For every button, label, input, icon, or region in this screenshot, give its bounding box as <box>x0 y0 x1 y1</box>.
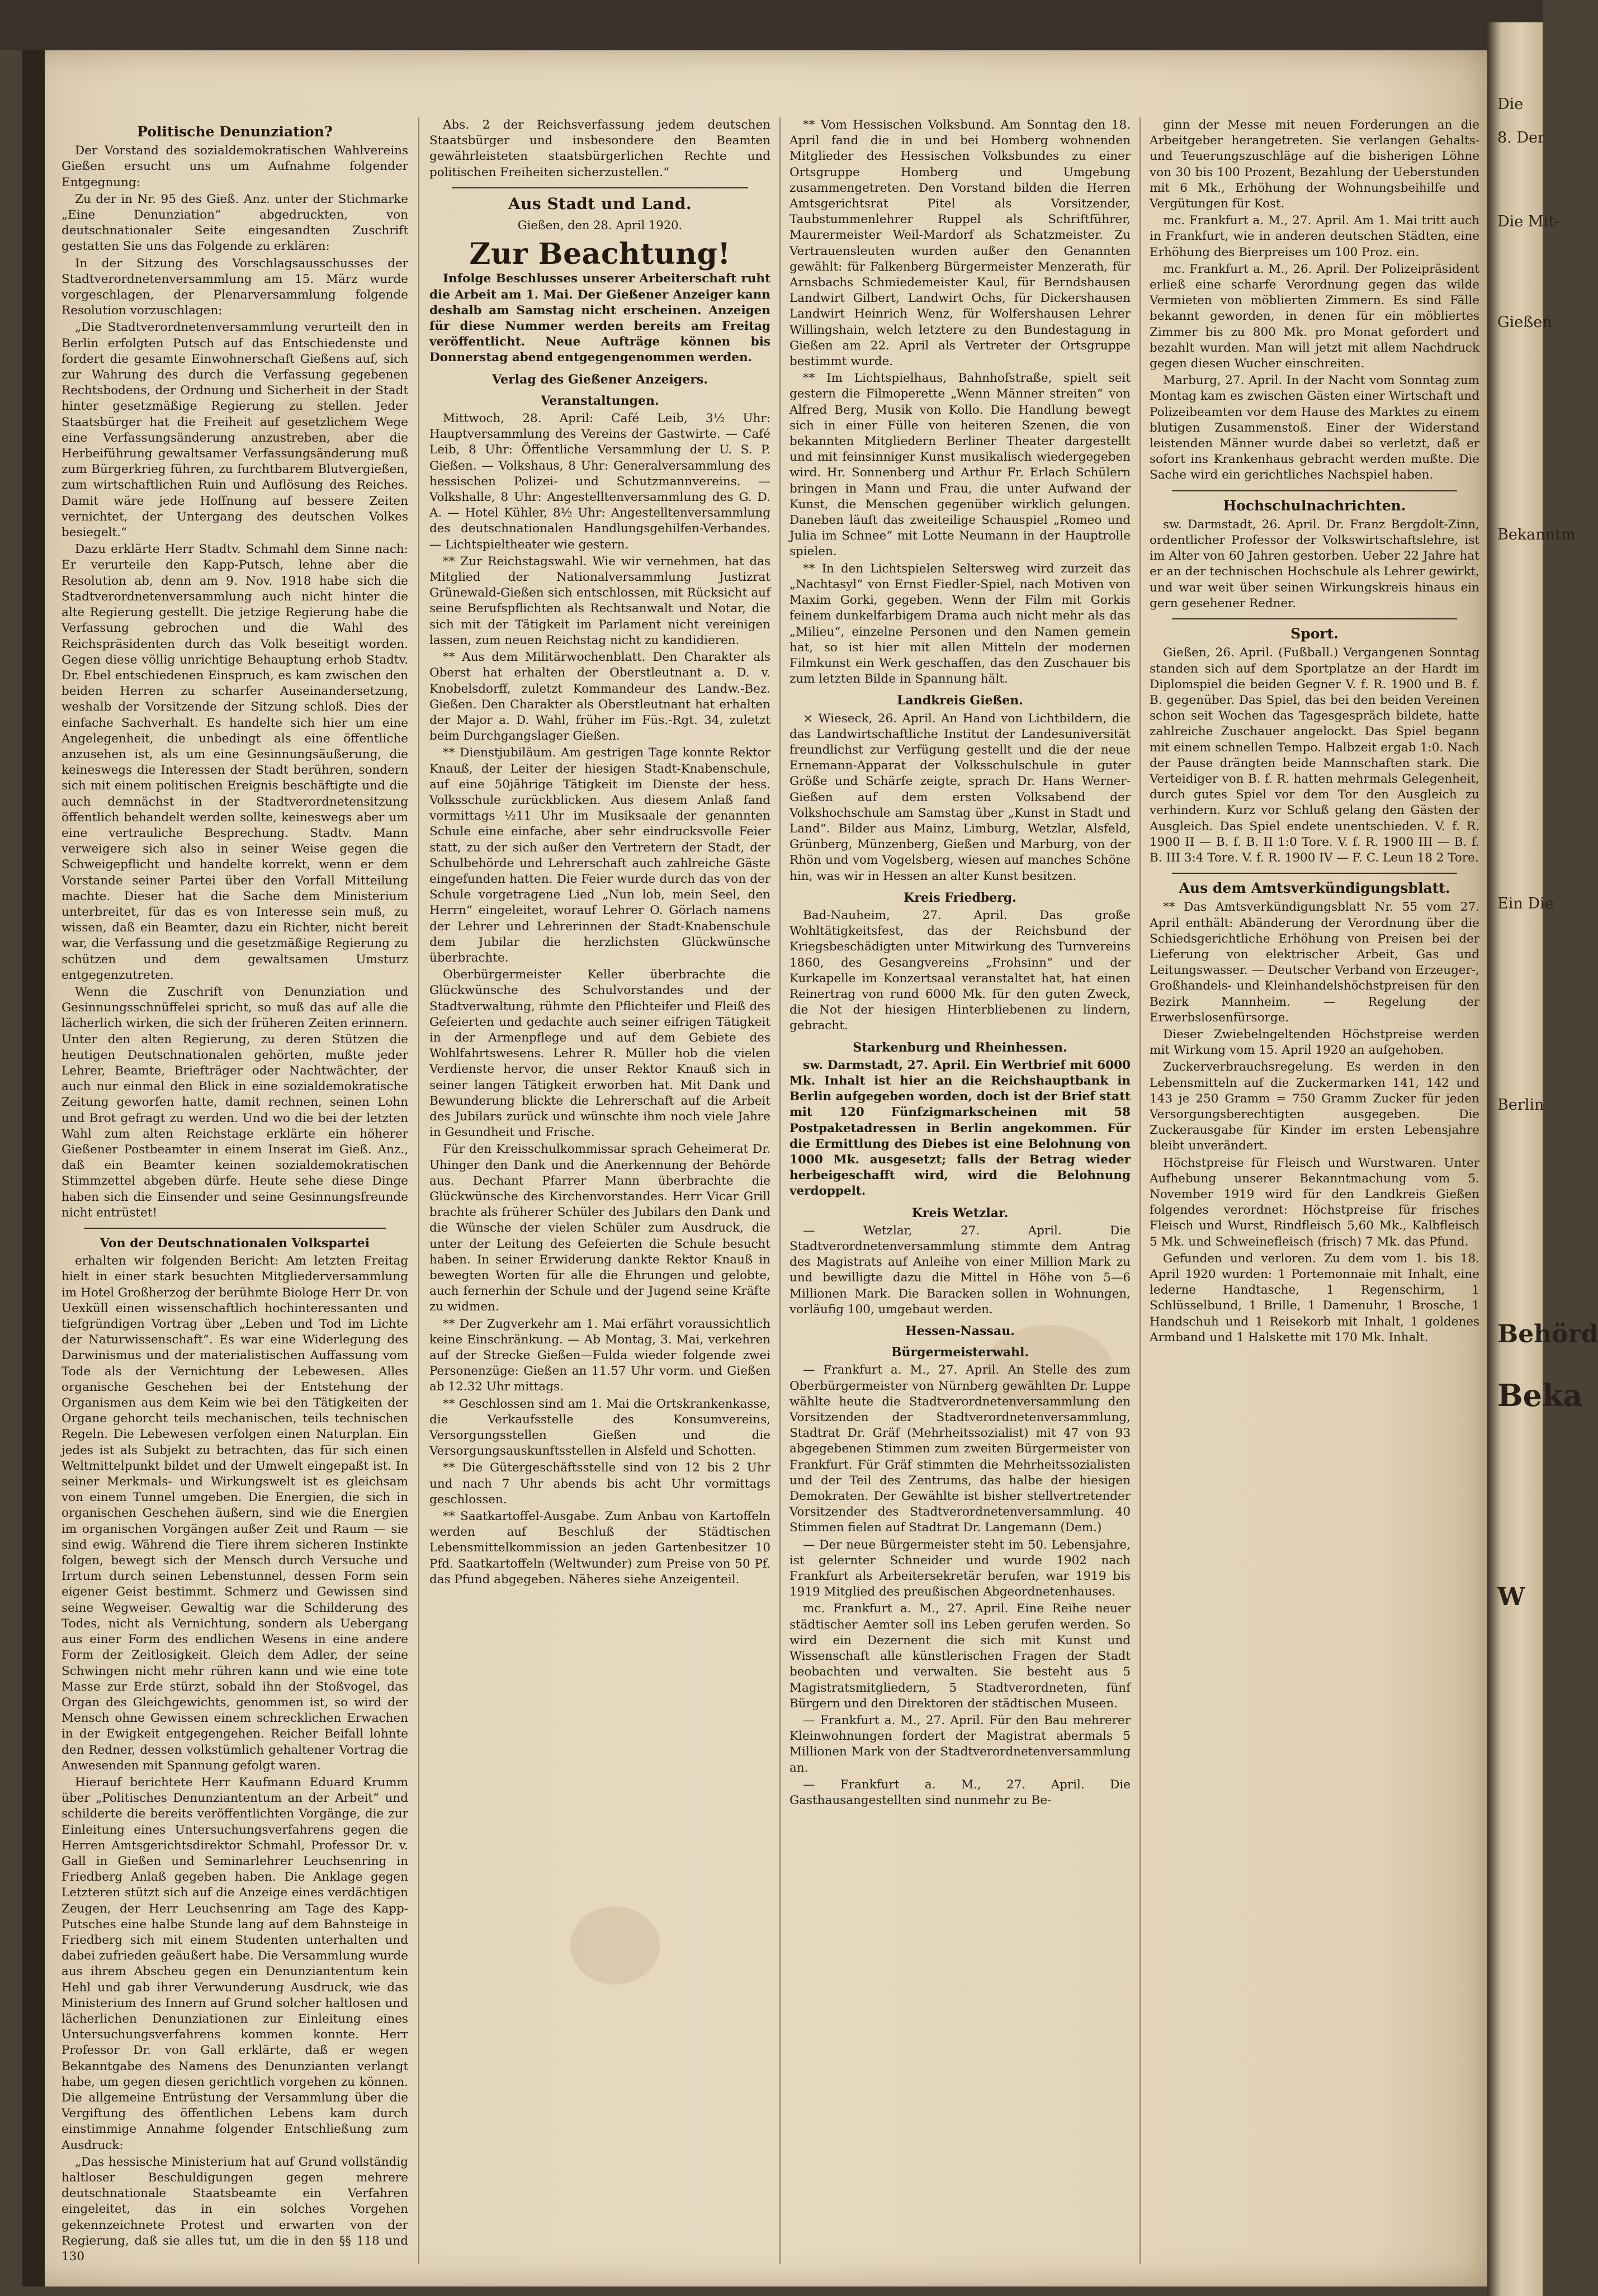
paragraph: Bad-Nauheim, 27. April. Das große Wohltätigkeitsfest, das der Reichsbund der Kriegsbeschädigten unter Mitwirkung des Turnvereins 1860, des Gesangvereins „Frohsinn“ und der Kurkapelle im Konzertsaal veranstaltet hat, hat einen Reinertrag von rund 6000 Mk. für den guten Zweck, die Not der hiesigen Hinterbliebenen zu lindern, gebracht. <box>789 908 1131 1033</box>
paragraph: Dieser Zwiebelngeltenden Höchstpreise werden mit Wirkung vom 15. April 1920 an aufgehoben. <box>1150 1027 1479 1058</box>
column-2 <box>429 117 770 2264</box>
subheading: Bürgermeisterwahl. <box>891 1345 1029 1360</box>
paragraph: ginn der Messe mit neuen Forderungen an die Arbeitgeber herangetreten. Sie verlangen Gehalts- und Teuerungszuschläge auf die bisherigen Löhne von 30 bis 100 Prozent, Bezahlung der Ueberstunden mit 6 Mk., Erhöhung der Wohnungsbeihilfe und Vergütungen für Kost. <box>1150 118 1479 211</box>
edge-text: Behörd <box>1497 1320 1598 1348</box>
column-1 <box>62 117 408 2264</box>
paragraph: — Frankfurt a. M., 27. April. An Stelle des zum Oberbürgermeister von Nürnberg gewählten Dr. Luppe wählte heute die Stadtverordnetenversammlung den Vorsitzenden der Stadtverordnetenversammlung, Stadtrat Dr. Gräf (Mehrheitssozialist) mit 47 von 93 abgegebenen Stimmen zum zweiten Bürgermeister von Frankfurt. Für Gräf stimmten die Mehrheitssozialisten und der Teil des Zentrums, das halbe der hiesigen Demokraten. Der Gewählte ist bisher stellvertretender Vorsitzender des Stadtverordnetenversammlung. 40 Stimmen fielen auf Stadtrat Dr. Langemann (Dem.) <box>789 1363 1131 1535</box>
region-heading: Landkreis Gießen. <box>897 693 1023 708</box>
section-divider <box>1172 618 1457 619</box>
paragraph: mc. Frankfurt a. M., 27. April. Am 1. Mai tritt auch in Frankfurt, wie in anderen deutschen Städten, eine Erhöhung des Bierpreises um 100 Proz. ein. <box>1150 214 1479 259</box>
scan-top-border <box>0 0 1543 50</box>
paragraph: Oberbürgermeister Keller überbrachte die Glückwünsche des Schulvorstandes und der Stadtverwaltung, rühmte den Pflichteifer und Fleiß des Gefeierten und gedachte auch seiner eifrigen Tätigkeit in der Armenpflege und auf dem Gebiete des Wohlfahrtswesens. Lehrer R. Müller hob die vielen Verdienste hervor, die unser Rektor Knauß sich in seiner langen Tätigkeit erworben hat. Mit Dank und Bewunderung blickte die Lehrerschaft auf die Arbeit des Jubilars zurück und wünschte ihm noch viele Jahre in Gesundheit und Frische. <box>429 968 770 1140</box>
paragraph: Zu der in Nr. 95 des Gieß. Anz. unter der Stichmarke „Eine Denunziation“ abgedruckten, von deutschnationaler Seite eingesandten Zuschrift gestatten Sie uns das Folgende zu erklären: <box>62 192 408 254</box>
paragraph: „Das hessische Ministerium hat auf Grund vollständig haltloser Beschuldigungen gegen mehrere deutschnationale Staatsbeamte ein Verfahren eingeleitet, das in ein solches Vorgehen gekennzeichnete Protest und erwarten von der Regierung, daß sie alles tut, um die in den §§ 118 und 130 <box>62 2155 408 2264</box>
paragraph: ** Dienstjubiläum. Am gestrigen Tage konnte Rektor Knauß, der Leiter der hiesigen Stadt-Knabenschule, auf eine 50jährige Tätigkeit im Dienste der hess. Volksschule zurückblicken. Aus diesem Anlaß fand vormittags ½11 Uhr im Musiksaale der genannten Schule eine einfache, aber sehr eindrucksvolle Feier statt, zu der sich außer den Vertretern der Stadt, der Schulbehörde und Lehrerschaft auch zahlreiche Gäste eingefunden hatten. Die Feier wurde durch das von der Schule vorgetragene Lied „Nun lob, mein Seel, den Herrn“ eingeleitet, worauf Lehrer O. Görlach namens der Lehrer und Lehrerinnen der Stadt-Knabenschule dem Jubilar die herzlichsten Glückwünsche überbrachte. <box>429 746 770 965</box>
paragraph: — Frankfurt a. M., 27. April. Die Gasthausangestellten sind nunmehr zu Be- <box>789 1777 1131 1807</box>
column-4 <box>1150 117 1479 2264</box>
edge-text: Beka <box>1497 1377 1583 1413</box>
page-binding <box>22 50 45 2286</box>
notice-signature: Verlag des Gießener Anzeigers. <box>492 372 708 387</box>
paragraph: ** Das Amtsverkündigungsblatt Nr. 55 vom 27. April enthält: Abänderung der Verordnung über die Schiedsgerichtliche Erhöhung von Preisen bei der Lieferung von elektrischer Arbeit, Gas und Leitungswasser. — Deutscher Verband von Erzeuger-, Großhandels- und Kleinhandelshöchstpreisen für den Bezirk Mannheim. — Regelung der Erwerbslosenfürsorge. <box>1150 900 1479 1025</box>
paragraph: × Wieseck, 26. April. An Hand von Lichtbildern, die das Landwirtschaftliche Institut der Landesuniversität freundlichst zur Verfügung gestellt und die der neue Ernemann-Apparat der Volksschulschule in guter Größe und Schärfe zeigte, sprach Dr. Hans Werner-Gießen auf dem ersten Volksabend der Volkshochschule am Samstag über „Kunst in Stadt und Land“. Bilder aus Mainz, Limburg, Wetzlar, Alsfeld, Grünberg, Münzenberg, Gießen und Marburg, von der Rhön und vom Vogelsberg, wiesen auf manches Schöne hin, was wir in Hessen an alter Kunst besitzen. <box>789 711 1131 883</box>
adjacent-page-edge <box>1487 22 1598 2296</box>
paragraph: Marburg, 27. April. In der Nacht vom Sonntag zum Montag kam es zwischen Gästen einer Wirtschaft und Polizeibeamten vor dem Hause des Marktes zu einem blutigen Zusammenstoß. Einer der Widerstand leistenden Männer wurde dabei so verletzt, daß er sofort ins Krankenhaus gebracht werden mußte. Die Sache wird ein gerichtliches Nachspiel haben. <box>1150 373 1479 482</box>
region-heading: Kreis Wetzlar. <box>911 1205 1009 1220</box>
paragraph: Mittwoch, 28. April: Café Leib, 3½ Uhr: Hauptversammlung des Vereins der Gastwirte. — Café Leib, 8 Uhr: Öffentliche Versammlung der U. S. P. Gießen. — Volkshaus, 8 Uhr: Generalversammlung des hessischen Polizei- und Schutzmannvereins. — Volkshalle, 8 Uhr: Angestelltenversammlung des G. D. A. — Hotel Kühler, 8½ Uhr: Angestelltenversammlung des deutschnationalen Handlungsgehilfen-Verbandes. — Lichtspieltheater wie gestern. <box>429 411 770 552</box>
paragraph: Der Vorstand des sozialdemokratischen Wahlvereins Gießen ersucht uns um Aufnahme folgender Entgegnung: <box>62 144 408 190</box>
paragraph: „Die Stadtverordnetenversammlung verurteilt den in Berlin erfolgten Putsch auf das Entschiedenste und fordert die gesamte Einwohnerschaft Gießens auf, sich zur Wahrung des durch die Verfassung gegebenen Rechtsbodens, der Ordnung und Sicherheit in der Stadt hinter gesetzmäßige Regierung zu stellen. Jeder Staatsbürger hat die Freiheit auf gesetzlichem Wege eine Verfassungsänderung anzustreben, aber die Herbeiführung gewaltsamer Verfassungsänderung muß zum Bürgerkrieg führen, zu furchtbarem Blutvergießen, zum wirtschaftlichen Ruin und Auflösung des Reiches. Damit wäre jede Hoffnung auf bessere Zeiten vernichtet, der Untergang des deutschen Volkes besiegelt.“ <box>62 320 408 540</box>
column-rule <box>1140 117 1141 2264</box>
edge-text: Ein Die <box>1497 895 1554 912</box>
paragraph: — Frankfurt a. M., 27. April. Für den Bau mehrerer Kleinwohnungen fordert der Magistrat abermals 5 Millionen Mark von der Stadtverordnetenversammlung an. <box>789 1713 1131 1775</box>
dateline: Gießen, den 28. April 1920. <box>517 219 683 233</box>
paragraph: erhalten wir folgenden Bericht: Am letzten Freitag hielt in einer stark besuchten Mitgliederversammlung im Hotel Großherzog der berühmte Biologe Herr Dr. von Uexküll einen wissenschaftlich hochinteressanten und tiefgründigen Vortrag über „Leben und Tod im Lichte der Naturwissenschaft“. Es war eine Widerlegung des Darwinismus und der materialistischen Auffassung vom Tode als der Vernichtung der Lebewesen. Alles organische Geschehen bei der Entstehung der Organismen aus dem Keim wie bei den Tätigkeiten der Organe gehorcht teils mechanischen, teils technischen Regeln. Die Lebewesen verfolgen einen Naturplan. Ein jedes ist als Subjekt zu betrachten, das für sich einen Weltmittelpunkt bildet und der Umwelt eingepaßt ist. In seiner Merkmals- und Wirkungswelt ist es gleichsam von einem Tunnel umgeben. Die Energien, die sich in organischen Geschehen äußern, sind wie die Energien im organischen Vorgängen außer Zeit und Raum — sie sind ewig. Während die Tiere ihrem sicheren Instinkte folgen, bewegt sich der Mensch durch Versuche und Irrtum durch seinen Lebenstunnel, dessen Form sein eigener Geist bestimmt. Schmerz und Gewissen sind seine Wegweiser. Gewaltig war die Schilderung des Todes, nicht als Vernichtung, sondern als Uebergang aus einer Form des endlichen Wesens in eine andere Form der Zeitlosigkeit. Gleich dem Adler, der seine Schwingen nicht mehr rühren kann und wie eine tote Masse zur Erde stürzt, sobald ihn der Stoßvogel, das Organ des Gleichgewichts, genommen ist, so wird der Mensch ohne Gewissen einem schrecklichen Erwachen in der Ewigkeit entgegengehen. Reicher Beifall lohnte den Redner, dessen volkstümlich gehaltener Vortrag die Anwesenden mit Spannung gefolgt waren. <box>62 1254 408 1773</box>
paragraph: sw. Darmstadt, 26. April. Dr. Franz Bergdolt-Zinn, ordentlicher Professor der Volkswirtschaftslehre, ist im Alter von 60 Jahren gestorben. Ueber 22 Jahre hat er an der technischen Hochschule als Lehrer gewirkt, und war weit über seinen Wirkungskreis hinaus ein gern gesehener Redner. <box>1150 517 1479 610</box>
paragraph: Höchstpreise für Fleisch und Wurstwaren. Unter Aufhebung unserer Bekanntmachung vom 5. November 1919 wird für den Landkreis Gießen folgendes verordnet: Höchstpreise für frisches Fleisch und Wurst, Rindfleisch 5,60 Mk., Kalbfleisch 5 Mk. und Schweinefleisch (frisch) 7 Mk. das Pfund. <box>1150 1156 1479 1249</box>
notice-title-zur-beachtung: Zur Beachtung! <box>469 237 731 272</box>
article-title-politische-denunziation: Politische Denunziation? <box>137 124 333 140</box>
region-heading: Starkenburg und Rheinhessen. <box>853 1040 1067 1055</box>
edge-text: Gießen <box>1497 314 1552 331</box>
section-title-sport: Sport. <box>1290 626 1339 642</box>
events-title: Veranstaltungen. <box>541 393 659 408</box>
region-heading: Kreis Friedberg. <box>904 890 1017 905</box>
edge-text: Bekanntm <box>1497 526 1576 543</box>
section-title-hochschulnachrichten: Hochschulnachrichten. <box>1223 497 1406 514</box>
article-title-deutschnationale-volkspartei: Von der Deutschnationalen Volkspartei <box>100 1236 370 1251</box>
paragraph: sw. Darmstadt, 27. April. Ein Wertbrief mit 6000 Mk. Inhalt ist hier an die Reichshauptbank in Berlin aufgegeben worden, doch ist der Brief statt mit 120 Fünfzigmarkscheinen mit 58 Postpaketadressen in Berlin angekommen. Für die Ermittlung des Diebes ist eine Belohnung von 1000 Mk. ausgesetzt; falls der Betrag wieder herbeigeschafft wird, wird die Belohnung verdoppelt. <box>789 1058 1131 1199</box>
paragraph: Hierauf berichtete Herr Kaufmann Eduard Krumm über „Politisches Denunziantentum an der Arbeit“ und schilderte die bereits veröffentlichten Vorgänge, die zur Einleitung eines Untersuchungsverfahrens gegen die Herren Amtsgerichtsdirektor Schmahl, Professor Dr. v. Gall in Gießen und Seminarlehrer Leuchsenring in Friedberg Anlaß gegeben haben. Die Anklage gegen Letzteren stützt sich auf die Anzeige eines verdächtigen Zeugen, der Herr Leuchsenring am Tage des Kapp-Putsches eine halbe Stunde lang auf dem Bahnsteige in Friedberg sich mit einem Studenten unterhalten und dabei zufrieden geäußert habe. Die Versammlung wurde aus ihrem Abscheu gegen ein Denunziantentum kein Hehl und gab ihrer Verwunderung Ausdruck, wie das Ministerium des Innern auf Grund solcher haltlosen und lächerlichen Denunziationen zur Einleitung eines Untersuchungsverfahrens kommen konnte. Herr Professor Dr. von Gall erklärte, daß er wegen Bekanntgabe des Namens des Denunzianten verlangt habe, um gegen diesen gerichtlich vorgehen zu können. Die allgemeine Entrüstung der Versammlung über die Vergiftung des öffentlichen Lebens kam durch einstimmige Annahme folgender Entschließung zum Ausdruck: <box>62 1775 408 2152</box>
paragraph: ** Der Zugverkehr am 1. Mai erfährt voraussichtlich keine Einschränkung. — Ab Montag, 3. Mai, verkehren auf der Strecke Gießen—Fulda wieder folgende zwei Personenzüge: Gießen an 11.57 Uhr vorm. und Gießen ab 12.32 Uhr mittags. <box>429 1317 770 1394</box>
paragraph: Für den Kreisschulkommissar sprach Geheimerat Dr. Uhinger den Dank und die Anerkennung der Behörde aus. Dechant Pfarrer Mann überbrachte die Glückwünsche des Kirchenvorstandes. Herr Vicar Grill brachte als früherer Schüler des Jubilars den Dank und die Wünsche der vielen Schüler zum Ausdruck, die unter der Leitung des Gefeierten die Schule besucht haben. In seiner Erwiderung dankte Rektor Knauß in bewegten Worten für alle die Ehrungen und gelobte, auch fernerhin der Schule und der Jugend seine Kräfte zu widmen. <box>429 1142 770 1314</box>
paragraph: In der Sitzung des Vorschlagsausschusses der Stadtverordnetenversammlung am 15. März wurde vorgeschlagen, der Plenarversammlung folgende Resolution vorzuschlagen: <box>62 256 408 318</box>
edge-text: Die Mit- <box>1497 213 1560 230</box>
paragraph: Wenn die Zuschrift von Denunziation und Gesinnungsschnüffelei spricht, so muß das auf alle die lächerlich wirken, die sich der früheren Zeiten erinnern. Unter den alten Regierung, zu deren Stützen die heutigen Deutschnationalen gehörten, mußte jeder Lehrer, Beamte, Briefträger oder Nachtwächter, der auch nur einmal den Blick in eine sozialdemokratische Zeitung geworfen hatte, damit rechnen, seinen Lohn und Brot gefragt zu werden. Und wo die bei der letzten Wahl zum alten Reichstage erklärte ein höherer Gießener Postbeamter in einem Inserat im Gieß. Anz., daß ein Beamter keinen sozialdemokratischen Stimmzettel abgeben dürfe. Heute sehe diese Dinge haben sich die Einsender und seine Gesinnungsfreunde nicht entrüstet! <box>62 984 408 1220</box>
edge-text: Berlin <box>1497 1096 1544 1114</box>
paragraph: Zuckerverbrauchsregelung. Es werden in den Lebensmitteln auf die Zuckermarken 141, 142 und 143 je 250 Gramm = 750 Gramm Zucker für jeden Versorgungsberechtigten ausgegeben. Die Zuckerausgabe für Kinder im ersten Lebensjahre bleibt unverändert. <box>1150 1060 1479 1153</box>
column-rule <box>418 117 419 2264</box>
region-heading: Hessen-Nassau. <box>905 1324 1015 1339</box>
paragraph: ** Die Gütergeschäftsstelle sind von 12 bis 2 Uhr und nach 7 Uhr abends bis acht Uhr vormittags geschlossen. <box>429 1461 770 1507</box>
paragraph: ** Geschlossen sind am 1. Mai die Ortskrankenkasse, die Verkaufsstelle des Konsumvereins, Versorgungsstellen Gießen und die Versorgungsauskunftsstellen in Alsfeld und Schotten. <box>429 1396 770 1459</box>
paragraph: mc. Frankfurt a. M., 27. April. Eine Reihe neuer städtischer Aemter soll ins Leben gerufen werden. So wird ein Dezernent die sich mit Kunst und Wissenschaft alle künstlerischen Fragen der Stadt beobachten und verwalten. Sie besteht aus 5 Magistratsmitgliedern, 5 Stadtverordneten, fünf Bürgern und den Direktoren der städtischen Museen. <box>789 1602 1131 1711</box>
paragraph: Gefunden und verloren. Zu dem vom 1. bis 18. April 1920 wurden: 1 Portemonnaie mit Inhalt, eine lederne Handtasche, 1 Regenschirm, 1 Schlüsselbund, 1 Brille, 1 Damenuhr, 1 Brosche, 1 Handschuh und 1 Reisekorb mit Inhalt, 1 goldenes Armband und 1 Halskette mit 170 Mk. Inhalt. <box>1150 1251 1479 1345</box>
edge-text: Die <box>1497 96 1524 113</box>
paragraph: Dazu erklärte Herr Stadtv. Schmahl dem Sinne nach: Er verurteile den Kapp-Putsch, lehne aber die Resolution ab, denn am 9. Nov. 1918 habe sich die Stadtverordnetenversammlung auch nicht hinter die alte Regierung gestellt. Die jetzige Regierung habe die Verfassung gebrochen und die Wahl des Reichspräsidenten durch das Volk beseitigt worden. Gegen diese völlig unrichtige Behauptung erhob Stadtv. Dr. Ebel entschiedenen Einspruch, es kam zwischen den beiden Herren zu scharfer Auseinandersetzung, weshalb der Vorsitzende der Sitzung schloß. Dies der einfache Sachverhalt. Es handelte sich hier um eine Angelegenheit, die unbedingt als eine öffentliche anzusehen ist, als um eine Gesinnungsäußerung, die keineswegs die Interessen der Stadt berühren, sondern sich mit einem politischen Ereignis beschäftigte und die auch demnächst in der Stadtverordnetensitzung öffentlich behandelt werden sollte, keineswegs aber um eine vertrauliche Besprechung. Stadtv. Mann verweigere sich also in seiner Weise gegen die Schweigepflicht und handelte korrekt, wenn er dem Vorstande seiner Partei über den Vorfall Mitteilung machte. Dieser hat die Sache dem Ministerium unterbreitet, für das es von Interesse sein muß, zu wissen, daß ein Beamter, dazu ein Richter, nicht bereit war, die Verfassung und die gesetzmäßige Regierung zu schützen und dem gewaltsamen Umsturz entgegenzutreten. <box>62 542 408 982</box>
column-3 <box>789 117 1131 2264</box>
section-title-amtsverkuendigungsblatt: Aus dem Amtsverkündigungsblatt. <box>1179 880 1450 897</box>
paragraph: — Wetzlar, 27. April. Die Stadtverordnetenversammlung stimmte dem Antrag des Magistrats auf Anleihe von einer Million Mark zu und bewilligte dazu die Mittel in Höhe von 5—6 Millionen Mark. Die Baracken sollen in Wohnungen, vorläufig 100, umgebaut werden. <box>789 1223 1131 1317</box>
edge-text: 8. Der <box>1497 129 1545 146</box>
paragraph: ** Zur Reichstagswahl. Wie wir vernehmen, hat das Mitglied der Nationalversammlung Justizrat Grünewald-Gießen sich entschlossen, mit Rücksicht auf seine Berufspflichten als Rechtsanwalt und Notar, die sich mit der Tätigkeit im Parlament nicht vereinigen lassen, zum neuen Reichstag nicht zu kandidieren. <box>429 554 770 647</box>
newspaper-page <box>22 50 1487 2286</box>
paragraph: mc. Frankfurt a. M., 26. April. Der Polizeipräsident erließ eine scharfe Verordnung gegen das wilde Vermieten von möblierten Zimmern. Es sind Fälle bekannt geworden, in denen für ein möbliertes Zimmer bis zu 800 Mk. pro Monat gefordert und bezahlt wurden. Man will jetzt mit allem Nachdruck gegen diesen Wucher einschreiten. <box>1150 262 1479 371</box>
section-divider <box>1172 490 1457 491</box>
section-divider <box>1172 873 1457 874</box>
paragraph: Gießen, 26. April. (Fußball.) Vergangenen Sonntag standen sich auf dem Sportplatze an der Hardt im Diplomspiel die beiden Gegner V. f. R. 1900 und B. f. B. gegenüber. Das Spiel, das bei den beiden Vereinen schon seit Wochen das Tagesgespräch bildete, hatte zahlreiche Zuschauer angelockt. Das Spiel begann mit einem schnellen Tempo. Halbzeit ergab 1:0. Nach der Pause drängten beide Mannschaften stark. Die Verteidiger von B. f. R. hatten mehrmals Gelegenheit, durch gutes Spiel vor dem Tor den Ausgleich zu verhindern. Kurz vor Schluß gelang den Gästen der Ausgleich. Das Spiel endete unentschieden. V. f. R. 1900 II — B. f. B. II 1:0 Tore. V. f. R. 1900 III — B. f. B. III 3:4 Tore. V. f. R. 1900 IV — F. C. Leun 18 2 Tore. <box>1150 646 1479 865</box>
section-divider <box>84 1228 386 1229</box>
paragraph: Abs. 2 der Reichsverfassung jedem deutschen Staatsbürger und insbesondere den Beamten gewährleisteten staatsbürgerlichen Rechte und politischen Freiheiten sicherzustellen.“ <box>429 118 770 179</box>
section-title-aus-stadt-und-land: Aus Stadt und Land. <box>508 194 692 213</box>
edge-text: W <box>1497 1583 1525 1611</box>
paragraph: ** Aus dem Militärwochenblatt. Den Charakter als Oberst hat erhalten der Oberstleutnant a. D. v. Knobelsdorff, zuletzt Kommandeur des Landw.-Bez. Gießen. Den Charakter als Oberstleutnant hat erhalten der Major a. D. Wahl, früher im Füs.-Rgt. 34, zuletzt beim Durchgangslager Gießen. <box>429 650 770 744</box>
paragraph: ** In den Lichtspielen Seltersweg wird zurzeit das „Nachtasyl“ von Ernst Fiedler-Spiel, nach Motiven von Maxim Gorki, gegeben. Wenn der Film mit Gorkis feinem dunkelfarbigem Drama auch nicht mehr als das „Milieu“, einzelne Personen und den Namen gemein hat, so ist hier mit allen Mitteln der modernen Filmkunst ein Werk geschaffen, das den Zuschauer bis zum letzten Bilde in Spannung hält. <box>789 561 1131 687</box>
column-rule <box>779 117 781 2264</box>
paragraph: — Der neue Bürgermeister steht im 50. Lebensjahre, ist gelernter Schneider und wurde 1902 nach Frankfurt als Arbeitersekretär berufen, war 1919 bis 1919 Mitglied des preußischen Abgeordnetenhauses. <box>789 1537 1131 1599</box>
paragraph: ** Vom Hessischen Volksbund. Am Sonntag den 18. April fand die in und bei Homberg wohnenden Mitglieder des Hessischen Volksbundes zu einer Ortsgruppe Homberg und Umgebung zusammengetreten. Den Vorstand bilden die Herren Amtsgerichtsrat Pitel als Vorsitzender, Taubstummenlehrer Ruppel als Schriftführer, Maurermeister Weil-Mardorf als Schatzmeister. Zu Vertrauensleuten wurden außer den Genannten gewählt: für Falkenberg Bürgermeister Menzerath, für Arnsbachs Schmiedemeister Kaul, für Berndshausen Landwirt Gilbert, Landwirt Ochs, für Dickershausen Landwirt Heinrich Wenz, für Wolfershausen Lehrer Willingshain, welch letztere zu den Bundestagung in Gießen am 22. April als Vertreter der Ortsgruppe bestimmt wurde. <box>789 118 1131 369</box>
notice-text: Infolge Beschlusses unserer Arbeiterschaft ruht die Arbeit am 1. Mai. Der Gießener Anzeiger kann deshalb am Samstag nicht erscheinen. Anzeigen für diese Nummer werden bereits am Freitag veröffentlicht. Neue Aufträge können bis Donnerstag abend entgegengenommen werden. <box>429 272 770 365</box>
paragraph: ** Im Lichtspielhaus, Bahnhofstraße, spielt seit gestern die Filmoperette „Wenn Männer streiten“ von Alfred Berg, Musik von Kollo. Die Handlung bewegt sich in einer Fülle von heiteren Szenen, die von bekannten Mitgliedern Berliner Theater dargestellt und mit feinsinniger Kunst musikalisch wiedergegeben wird. Hr. Sonnenberg und Arthur Fr. Erlach Schülern bringen in Mann und Frau, die unter Aufwand der Kunst, die Menschen gegenüber wirklich gelungen. Daneben läuft das zweiteilige Schauspiel „Romeo und Julia im Schnee“ mit Lotte Neumann in der Hauptrolle spielen. <box>789 371 1131 559</box>
paragraph: ** Saatkartoffel-Ausgabe. Zum Anbau von Kartoffeln werden auf Beschluß der Städtischen Lebensmittelkommission an jeden Gartenbesitzer 10 Pfd. Saatkartoffeln (Weltwunder) zum Preise von 50 Pf. das Pfund abgegeben. Näheres siehe Anzeigenteil. <box>429 1509 770 1587</box>
section-divider <box>452 187 748 188</box>
